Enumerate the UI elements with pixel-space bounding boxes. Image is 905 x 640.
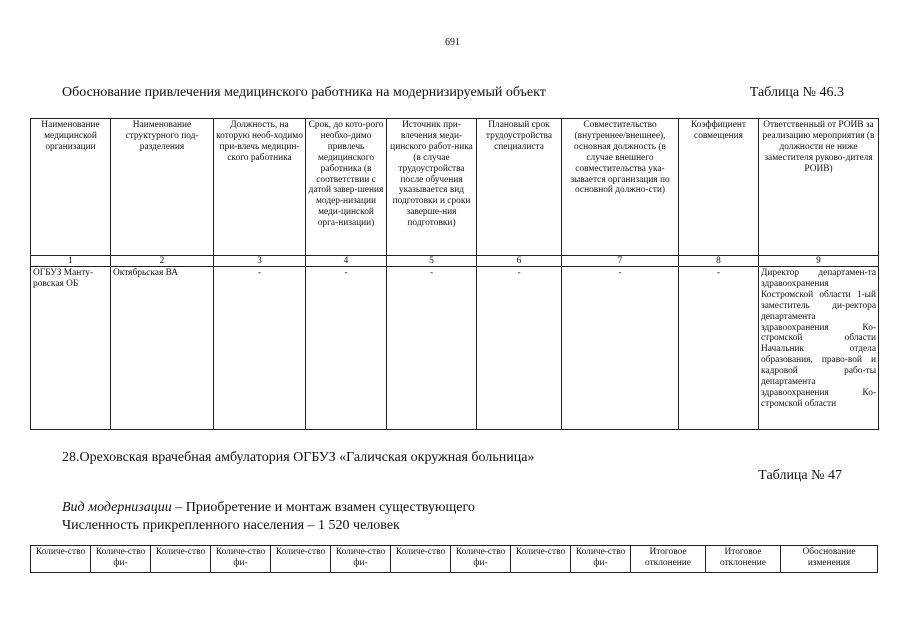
header-cell: Количе-ство <box>511 546 571 573</box>
column-number: 5 <box>387 256 477 267</box>
table-cell: - <box>477 267 562 430</box>
header-row <box>31 119 879 256</box>
table-caption: Обоснование привлечения медицинского работника на модернизируемый объект <box>62 85 546 100</box>
column-number: 6 <box>477 256 562 267</box>
column-number: 9 <box>759 256 879 267</box>
modernization-line <box>62 500 475 516</box>
column-number: 7 <box>562 256 679 267</box>
table-label: Таблица № 46.3 <box>749 85 844 100</box>
header-cell: Обоснование изменения <box>781 546 878 573</box>
header-cell: Должность, на которую необ-ходимо при-влечь медицин-ского работника <box>214 119 306 256</box>
header-cell: Количе-ство <box>151 546 211 573</box>
table-cell: - <box>387 267 477 430</box>
population-line: Численность прикрепленного населения – 1 520 человек <box>62 518 400 533</box>
column-number: 3 <box>214 256 306 267</box>
table-cell: Директор департамен-та здравоохранения Костромской области 1-ый заместитель ди-ректора департамента здравоохранения Ко-стромской области Начальник отдела образования, право-вой и кадровой рабо-ты департамента здравоохранения Ко-стромской области <box>759 267 879 430</box>
column-number: 8 <box>679 256 759 267</box>
column-number-row <box>31 256 879 267</box>
header-cell: Количе-ство фи- <box>571 546 631 573</box>
header-cell: Наименование структурного под-разделения <box>111 119 214 256</box>
modernization-label: Вид модернизации <box>62 500 172 515</box>
table-cell: - <box>214 267 306 430</box>
table-row <box>31 267 879 430</box>
modernization-value: – Приобретение и монтаж взамен существующего <box>171 500 475 515</box>
header-cell: Коэффициент совмещения <box>679 119 759 256</box>
table-cell: ОГБУЗ Манту-ровская ОБ <box>31 267 111 430</box>
header-cell: Количе-ство фи- <box>331 546 391 573</box>
column-number: 2 <box>111 256 214 267</box>
header-cell: Ответственный от РОИВ за реализацию мероприятия (в должности не ниже заместителя руково-дителя РОИВ) <box>759 119 879 256</box>
header-cell: Количе-ство <box>391 546 451 573</box>
equipment-table <box>30 545 878 573</box>
header-cell: Итоговое отклонение <box>631 546 706 573</box>
justification-table <box>30 118 879 430</box>
table-heading <box>62 85 852 101</box>
header-cell: Количе-ство фи- <box>451 546 511 573</box>
header-cell: Количе-ство <box>31 546 91 573</box>
header-row <box>31 546 878 573</box>
column-number: 1 <box>31 256 111 267</box>
header-cell: Плановый срок трудоустройства специалиста <box>477 119 562 256</box>
table-cell: - <box>306 267 387 430</box>
header-cell: Наименование медицинской организации <box>31 119 111 256</box>
table-cell: - <box>562 267 679 430</box>
header-cell: Количе-ство фи- <box>211 546 271 573</box>
header-cell: Количе-ство <box>271 546 331 573</box>
header-cell: Количе-ство фи- <box>91 546 151 573</box>
table-cell: - <box>679 267 759 430</box>
header-cell: Источник при-влечения меди-цинского работ-ника (в случае трудоустройства после обучения указывается вид подготовки и сроки заверше-ния подготовки) <box>387 119 477 256</box>
table-label: Таблица № 47 <box>758 468 842 483</box>
section-title: 28.Ореховская врачебная амбулатория ОГБУЗ «Галичская окружная больница» <box>62 450 535 465</box>
column-number: 4 <box>306 256 387 267</box>
header-cell: Срок, до кото-рого необхо-димо привлечь медицинского работника (в соответствии с датой завер-шения модер-низации меди-цинской орга-низации) <box>306 119 387 256</box>
table-cell: Октябрьская ВА <box>111 267 214 430</box>
header-cell: Итоговое отклонение <box>706 546 781 573</box>
header-cell: Совместительство (внутреннее/внешнее), основная должность (в случае внешнего совместительства ука-зывается организация по основной должно-сти) <box>562 119 679 256</box>
page-number: 691 <box>445 37 460 48</box>
